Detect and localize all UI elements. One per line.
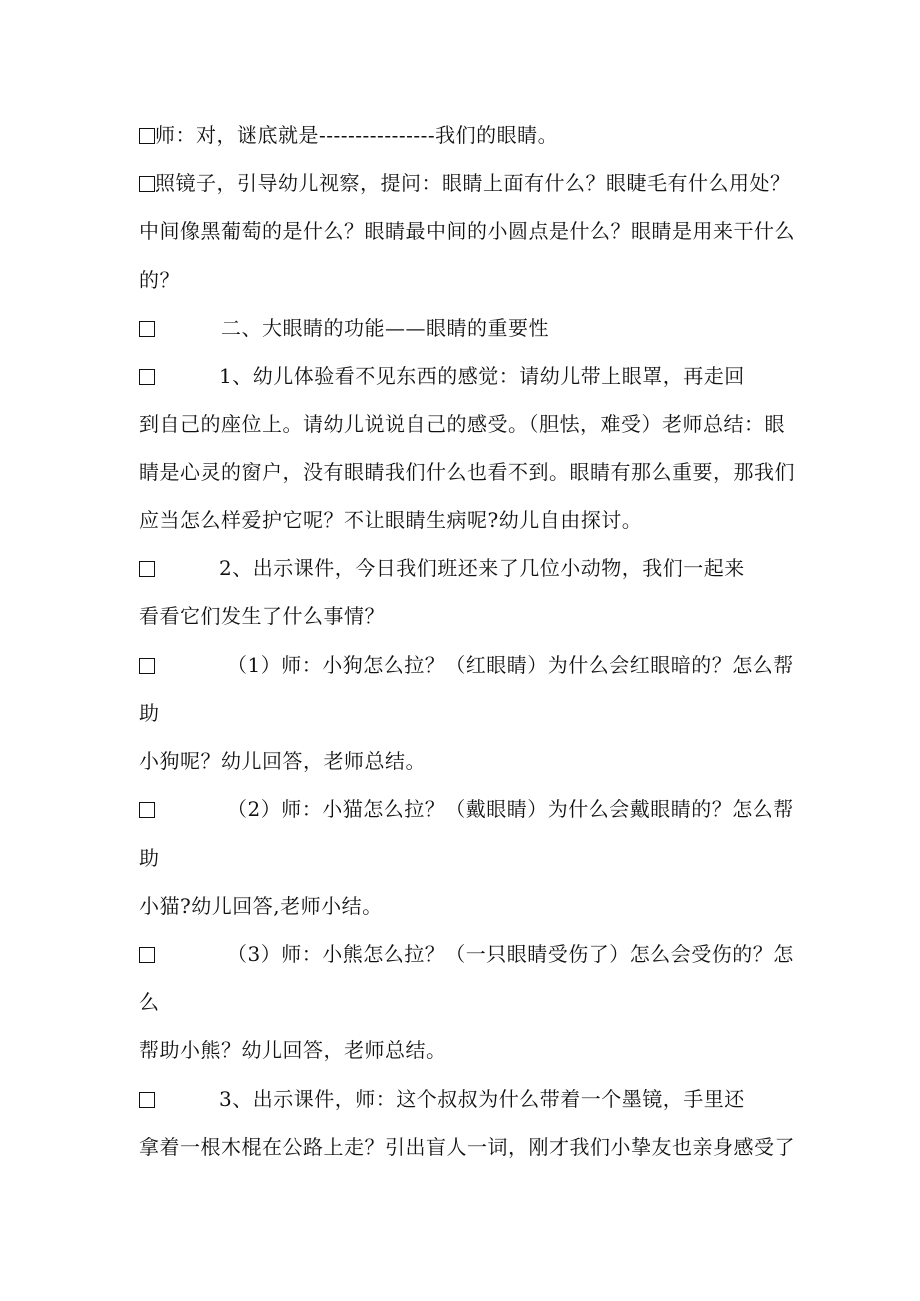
checkbox-icon bbox=[139, 658, 155, 674]
checkbox-icon bbox=[139, 128, 155, 144]
para-mirror bbox=[139, 168, 791, 198]
checkbox-icon bbox=[139, 176, 155, 192]
question-2-line3: 小猫?幼儿回答,老师小结。 bbox=[139, 894, 383, 918]
question-1-text: （1）师：小狗怎么拉？（红眼睛）为什么会红眼暗的？怎么帮 bbox=[227, 653, 794, 677]
para-2-line2: 看看它们发生了什么事情？ bbox=[139, 604, 385, 628]
section-heading-text: 二、大眼睛的功能——眼睛的重要性 bbox=[221, 316, 549, 340]
para-answer bbox=[139, 120, 558, 150]
para-3-text: 3、出示课件，师：这个叔叔为什么带着一个墨镜，手里还 bbox=[219, 1087, 745, 1111]
para-1-line2: 到自己的座位上。请幼儿说说自己的感受。（胆怯，难受）老师总结：眼 bbox=[139, 412, 785, 436]
question-2 bbox=[139, 794, 794, 824]
question-1-line2: 助 bbox=[139, 701, 160, 725]
para-3 bbox=[139, 1084, 745, 1114]
para-1 bbox=[139, 361, 745, 391]
question-3-line2: 么 bbox=[139, 990, 160, 1014]
checkbox-icon bbox=[139, 561, 155, 577]
question-3-line3: 帮助小熊？幼儿回答，老师总结。 bbox=[139, 1038, 447, 1062]
checkbox-icon bbox=[139, 1092, 155, 1108]
checkbox-icon bbox=[139, 321, 155, 337]
para-2 bbox=[139, 553, 745, 583]
checkbox-icon bbox=[139, 369, 155, 385]
checkbox-icon bbox=[139, 947, 155, 963]
section-heading bbox=[139, 313, 549, 343]
para-mirror-line3: 的？ bbox=[139, 268, 180, 292]
checkbox-icon bbox=[139, 802, 155, 818]
para-2-text: 2、出示课件，今日我们班还来了几位小动物，我们一起来 bbox=[219, 556, 745, 580]
question-3 bbox=[139, 939, 794, 969]
para-answer-text: 师：对，谜底就是----------------我们的眼睛。 bbox=[155, 123, 559, 147]
question-2-text: （2）师：小猫怎么拉？（戴眼睛）为什么会戴眼睛的？怎么帮 bbox=[227, 797, 794, 821]
question-2-line2: 助 bbox=[139, 846, 160, 870]
para-1-line3: 睛是心灵的窗户，没有眼睛我们什么也看不到。眼睛有那么重要，那我们 bbox=[139, 460, 795, 484]
para-mirror-text: 照镜子，引导幼儿视察，提问：眼睛上面有什么？眼睫毛有什么用处？ bbox=[155, 171, 791, 195]
para-mirror-line2: 中间像黑葡萄的是什么？眼睛最中间的小圆点是什么？眼睛是用来干什么 bbox=[139, 219, 795, 243]
para-3-line2: 拿着一根木棍在公路上走？引出盲人一词，刚才我们小挚友也亲身感受了 bbox=[139, 1135, 795, 1159]
question-1-line3: 小狗呢？幼儿回答，老师总结。 bbox=[139, 749, 426, 773]
para-1-line4: 应当怎么样爱护它呢？不让眼睛生病呢?幼儿自由探讨。 bbox=[139, 508, 643, 532]
para-1-text: 1、幼儿体验看不见东西的感觉：请幼儿带上眼罩，再走回 bbox=[219, 364, 745, 388]
question-3-text: （3）师：小熊怎么拉？（一只眼睛受伤了）怎么会受伤的？怎 bbox=[227, 942, 794, 966]
question-1 bbox=[139, 650, 794, 680]
